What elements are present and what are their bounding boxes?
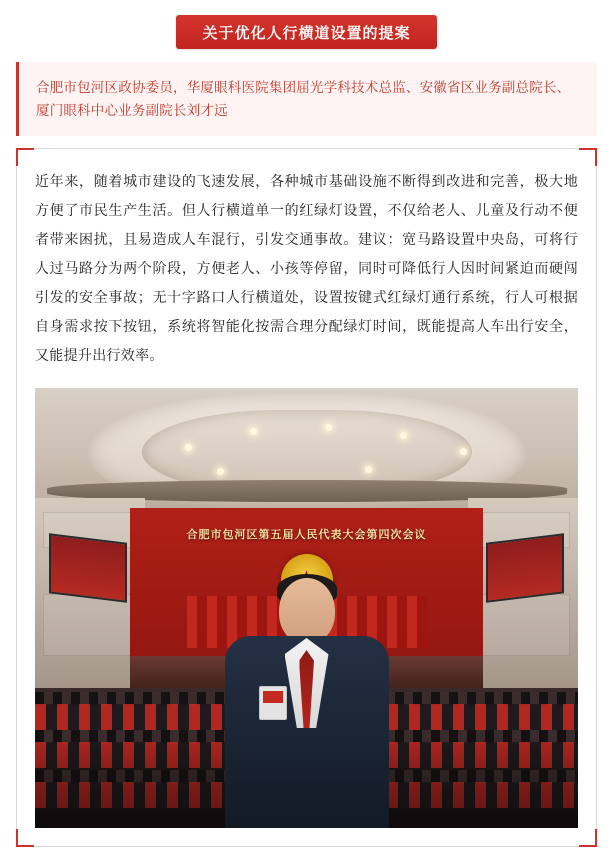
meeting-photo <box>35 388 578 828</box>
person-portrait <box>225 578 389 828</box>
ceiling-light <box>365 466 372 473</box>
side-screen-right <box>486 533 564 603</box>
person-head <box>279 578 335 644</box>
ceiling-light <box>400 432 407 439</box>
ceiling-light <box>325 424 332 431</box>
page-title: 关于优化人行横道设置的提案 <box>202 24 411 42</box>
article-page <box>0 6 613 865</box>
ceiling-light <box>460 448 467 455</box>
title-ribbon <box>176 15 436 49</box>
ribbon-tail-left <box>158 21 184 61</box>
photo-scene <box>35 388 578 828</box>
proposal-body-box <box>16 148 597 847</box>
corner-bottom-right <box>579 829 597 847</box>
ribbon-tail-right <box>429 21 455 61</box>
corner-top-right <box>579 148 597 166</box>
corner-bottom-left <box>16 829 34 847</box>
proposal-text: 近年来，随着城市建设的飞速发展，各种城市基础设施不断得到改进和完善，极大地方便了市民生产生活。但人行横道单一的红绿灯设置，不仅给老人、儿童及行动不便者带来困扰，且易造成人车混行，引发交通事故。建议：宽马路设置中央岛，可将行人过马路分为两个阶段，方便老人、小孩等停留，同时可降低行人因时间紧迫而硬闯引发的安全事故；无十字路口人行横道处，设置按键式红绿灯通行系统，行人可根据自身需求按下按钮，系统将智能化按需合理分配绿灯时间，既能提高人车出行安全，又能提升出行效率。 <box>35 173 578 363</box>
ceiling-light <box>185 444 192 451</box>
side-screen-left <box>49 533 127 603</box>
corner-top-left <box>16 148 34 166</box>
person-delegate-badge <box>259 686 287 720</box>
wall-panel <box>476 594 570 656</box>
author-text: 合肥市包河区政协委员，华厦眼科医院集团屈光学科技术总监、安徽省区业务副总院长、厦门眼科中心业务副院长刘才远 <box>36 80 571 118</box>
wall-panel <box>43 594 137 656</box>
ceiling-light <box>250 428 257 435</box>
stage-banner-text: 合肥市包河区第五届人民代表大会第四次会议 <box>186 529 427 541</box>
title-banner <box>0 6 613 58</box>
ceiling-light <box>217 468 224 475</box>
author-block <box>16 62 597 136</box>
